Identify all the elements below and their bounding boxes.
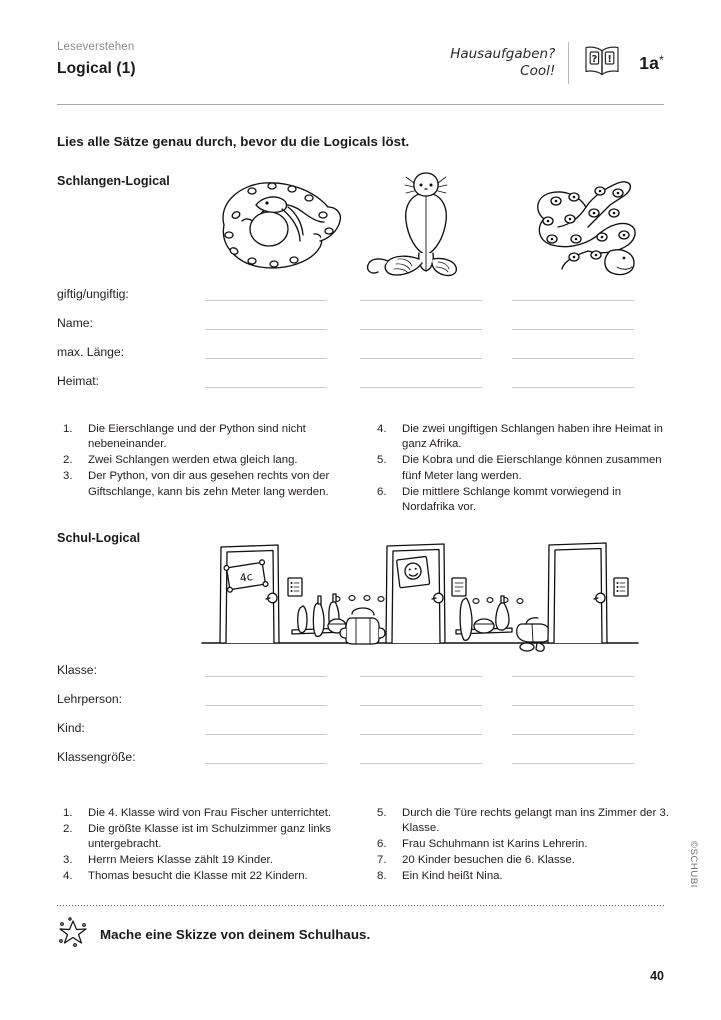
list-item [63, 853, 353, 868]
answer-line[interactable] [360, 329, 482, 330]
list-item [63, 453, 353, 468]
row-label: max. Länge: [57, 345, 125, 359]
clue-text: Durch die Türe rechts gelangt man ins Zimmer der 3. Klasse. [402, 807, 669, 835]
backpack-right [517, 618, 550, 652]
classroom-door-left [220, 545, 279, 643]
clue-text: Die 4. Klasse wird von Frau Fischer unterrichtet. [88, 807, 332, 819]
table-row [57, 663, 664, 692]
snakes-answer-grid [57, 287, 664, 403]
list-item [63, 422, 353, 453]
clue-number: 2. [63, 822, 73, 835]
list-item [63, 822, 353, 853]
answer-line[interactable] [360, 763, 482, 764]
clue-number: 3. [63, 854, 73, 867]
cobra-figure [368, 173, 457, 276]
answer-line[interactable] [205, 387, 327, 388]
clue-number: 8. [377, 870, 387, 883]
page-header [57, 40, 664, 98]
answer-line[interactable] [512, 705, 634, 706]
answer-line[interactable] [205, 358, 327, 359]
clue-text: Ein Kind heißt Nina. [402, 870, 503, 883]
page-code [639, 53, 664, 74]
bonus-task-text: Mache eine Skizze von deinem Schulhaus. [100, 927, 371, 942]
answer-line[interactable] [512, 676, 634, 677]
header-right [450, 42, 664, 84]
slogan-line-1: Hausaufgaben? [450, 46, 556, 62]
door-poster-middle [397, 556, 430, 587]
row-label: Klasse: [57, 663, 97, 677]
backpack-left [340, 608, 385, 644]
page-code-value: 1a [639, 52, 660, 73]
slogan [450, 46, 568, 80]
egg-snake-figure [223, 183, 340, 268]
answer-line[interactable] [512, 763, 634, 764]
wall-notice-1 [288, 578, 302, 596]
clue-number: 1. [63, 807, 73, 819]
list-item [377, 869, 672, 884]
answer-line[interactable] [360, 300, 482, 301]
list-item [377, 453, 672, 484]
clue-number: 4. [377, 423, 387, 435]
python-figure [538, 182, 635, 275]
clue-text: 20 Kinder besuchen die 6. Klasse. [402, 854, 575, 867]
clue-text: Die mittlere Schlange kommt vorwiegend in Nordafrika vor. [402, 485, 622, 514]
row-label: Klassengröße: [57, 750, 136, 764]
table-row [57, 316, 664, 345]
list-item [377, 485, 672, 516]
list-item [377, 806, 672, 837]
list-item [63, 806, 353, 821]
answer-line[interactable] [360, 705, 482, 706]
answer-line[interactable] [512, 329, 634, 330]
classroom-door-right [548, 543, 607, 643]
clue-column-right [377, 806, 672, 885]
clue-column-right [377, 422, 672, 516]
answer-line[interactable] [512, 358, 634, 359]
answer-line[interactable] [512, 300, 634, 301]
answer-line[interactable] [205, 300, 327, 301]
answer-line[interactable] [360, 734, 482, 735]
clue-text: Zwei Schlangen werden etwa gleich lang. [88, 454, 298, 467]
list-item [377, 837, 672, 852]
main-instruction: Lies alle Sätze genau durch, bevor du die Logicals löst. [57, 134, 410, 149]
corridor-bench-left [292, 594, 346, 636]
answer-line[interactable] [360, 387, 482, 388]
clue-number: 3. [63, 470, 73, 483]
list-item [63, 869, 353, 884]
header-divider [568, 42, 569, 84]
school-answer-grid [57, 663, 664, 779]
clue-text: Die Eierschlange und der Python sind nicht nebeneinander. [88, 423, 306, 451]
corridor-bench-right [456, 596, 512, 640]
answer-line[interactable] [205, 705, 327, 706]
answer-line[interactable] [360, 676, 482, 677]
table-row [57, 750, 664, 779]
snakes-illustration [196, 163, 648, 285]
page-number: 40 [650, 969, 664, 983]
table-row [57, 345, 664, 374]
table-row [57, 374, 664, 403]
door-sign-label: 4c [238, 570, 254, 585]
clue-number: 6. [377, 838, 387, 851]
page-title: Logical (1) [57, 60, 136, 77]
clue-number: 2. [63, 454, 73, 467]
row-label: giftig/ungiftig: [57, 287, 129, 301]
book-exclamation-mark: ! [607, 53, 613, 65]
clue-text: Frau Schuhmann ist Karins Lehrerin. [402, 838, 588, 851]
header-rule [57, 104, 664, 105]
sparkle-star-icon [57, 917, 89, 952]
section-title-snakes: Schlangen-Logical [57, 174, 170, 188]
clue-text: Die Kobra und die Eierschlange können zusammen fünf Meter lang werden. [402, 454, 662, 482]
answer-line[interactable] [205, 676, 327, 677]
clue-text: Thomas besucht die Klasse mit 22 Kindern. [88, 870, 308, 883]
clue-text: Die größte Klasse ist im Schulzimmer ganz links untergebracht. [88, 822, 332, 851]
answer-line[interactable] [360, 358, 482, 359]
answer-line[interactable] [205, 734, 327, 735]
table-row [57, 287, 664, 316]
list-item [377, 422, 672, 453]
header-left [57, 40, 136, 79]
book-question-mark: ? [591, 53, 598, 65]
wall-notice-2 [452, 578, 466, 596]
list-item [377, 853, 672, 868]
clue-text: Herrn Meiers Klasse zählt 19 Kinder. [88, 854, 273, 867]
wall-notice-3 [614, 578, 628, 596]
table-row [57, 721, 664, 750]
section-title-school: Schul-Logical [57, 531, 141, 545]
list-item [63, 469, 353, 500]
page-code-star: * [659, 52, 664, 67]
dotted-divider [57, 905, 664, 906]
clue-number: 4. [63, 870, 73, 883]
clue-number: 5. [377, 807, 387, 819]
slogan-line-2: Cool! [520, 63, 556, 79]
bonus-task [57, 917, 370, 952]
row-label: Lehrperson: [57, 692, 123, 706]
row-label: Name: [57, 316, 93, 330]
subject-eyebrow: Leseverstehen [57, 41, 135, 53]
answer-line[interactable] [512, 387, 634, 388]
clue-column-left [63, 806, 353, 885]
answer-line[interactable] [205, 763, 327, 764]
answer-line[interactable] [205, 329, 327, 330]
answer-line[interactable] [512, 734, 634, 735]
clue-text: Die zwei ungiftigen Schlangen haben ihre Heimat in ganz Afrika. [402, 423, 663, 451]
row-label: Kind: [57, 721, 85, 735]
clue-column-left [63, 422, 353, 501]
row-label: Heimat: [57, 374, 99, 388]
clue-number: 1. [63, 423, 73, 435]
clue-number: 5. [377, 454, 387, 467]
clue-number: 7. [377, 854, 387, 867]
clue-text: Der Python, von dir aus gesehen rechts von der Giftschlange, kann bis zehn Meter lang werden. [88, 470, 330, 498]
clue-number: 6. [377, 485, 387, 498]
table-row [57, 692, 664, 721]
open-book-icon [582, 44, 622, 83]
school-corridor-illustration [200, 542, 640, 655]
copyright-notice: ©SCHUBI [688, 840, 699, 888]
